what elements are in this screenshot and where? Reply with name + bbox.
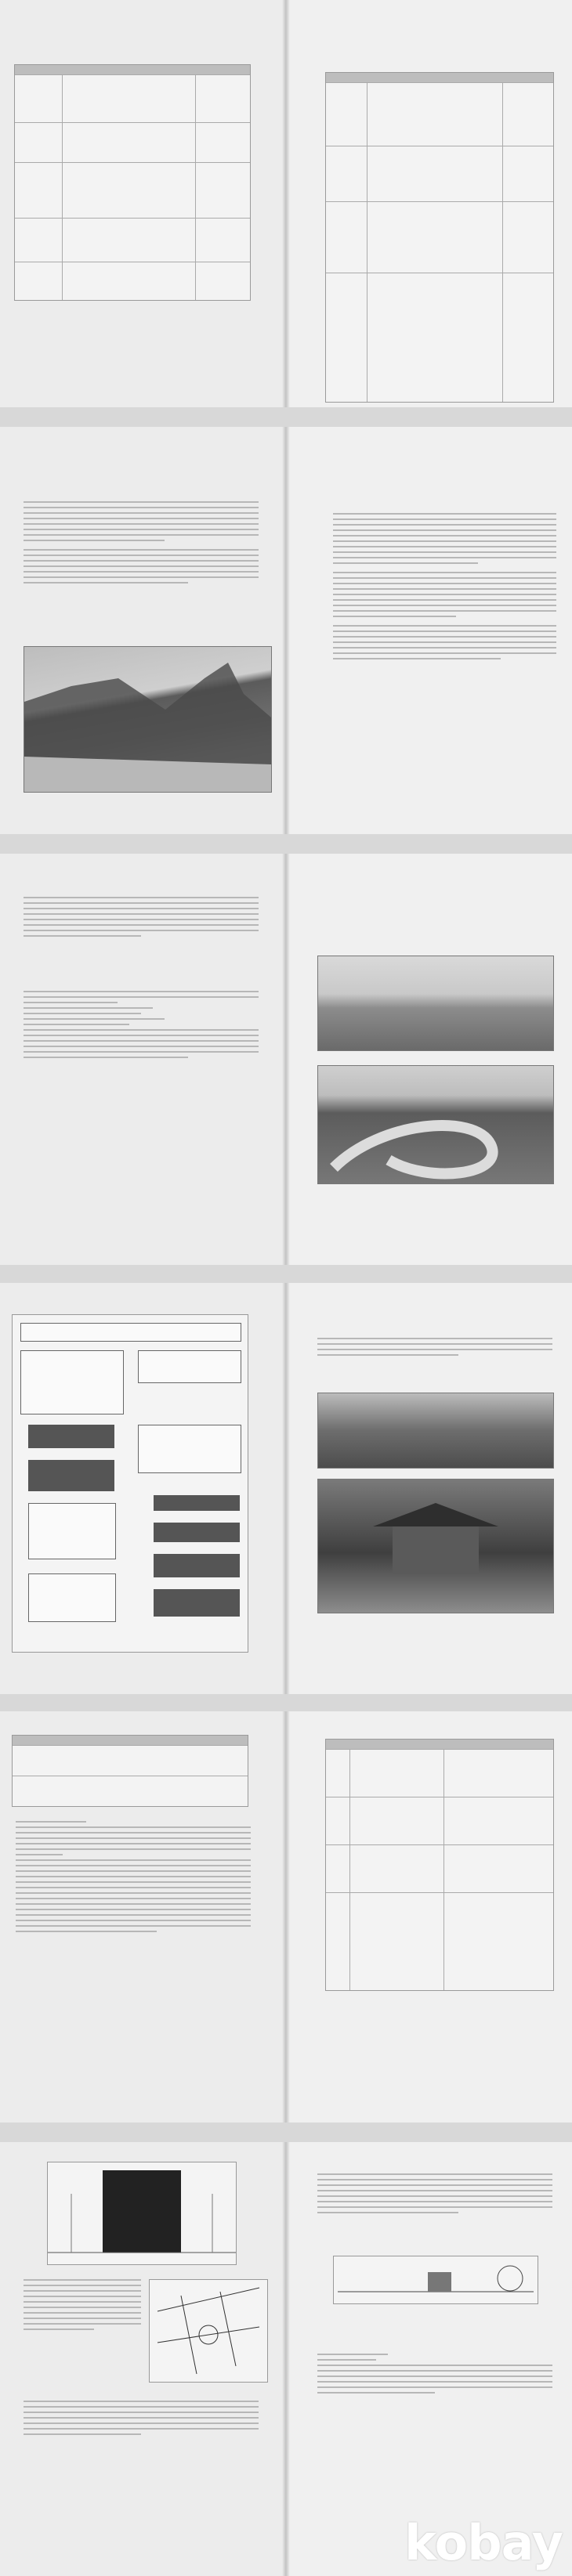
- page-6-right: [286, 2142, 572, 2576]
- body-text: [24, 897, 259, 941]
- page-3-right: [286, 854, 572, 1265]
- pavilion-photo: [317, 1479, 554, 1613]
- village-photo: [317, 1393, 554, 1469]
- page-6-left: [0, 2142, 286, 2576]
- body-text: [24, 991, 259, 1062]
- page-5-left: [0, 1711, 286, 2123]
- body-text: [317, 1338, 552, 1360]
- data-table: [325, 72, 554, 403]
- mountain-photo: [317, 956, 554, 1051]
- body-text: [333, 513, 556, 663]
- body-text: [24, 501, 259, 587]
- data-table: [12, 1735, 248, 1807]
- spread-2: [0, 427, 572, 834]
- elevation-diagram: [333, 2256, 538, 2304]
- spread-4: [0, 1283, 572, 1694]
- river-bend-photo: [317, 1065, 554, 1184]
- flow-diagram: [12, 1314, 248, 1653]
- section-diagram: [47, 2162, 237, 2265]
- data-table: [325, 1739, 554, 1991]
- page-3-left: [0, 854, 286, 1265]
- watermark-logo: kobay: [404, 2514, 563, 2571]
- data-table: [14, 64, 251, 301]
- body-text: [24, 2401, 259, 2439]
- body-text: [317, 2354, 552, 2397]
- body-text: [24, 2279, 141, 2334]
- spread-3: [0, 854, 572, 1265]
- body-text: [317, 2173, 552, 2217]
- page-2-left: [0, 427, 286, 834]
- body-text: [16, 1821, 251, 1936]
- page-2-right: [286, 427, 572, 834]
- spread-1: [0, 0, 572, 407]
- page-1-right: [286, 0, 572, 407]
- page-1-left: [0, 0, 286, 407]
- page-5-right: [286, 1711, 572, 2123]
- landscape-photo: [24, 646, 272, 793]
- layout-diagram: [149, 2279, 268, 2383]
- spread-6: [0, 2142, 572, 2576]
- spread-5: [0, 1711, 572, 2123]
- page-4-left: [0, 1283, 286, 1694]
- page-4-right: [286, 1283, 572, 1694]
